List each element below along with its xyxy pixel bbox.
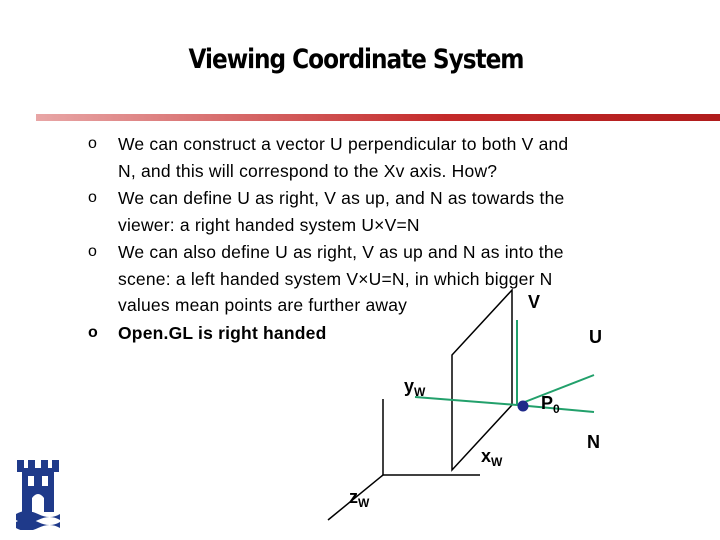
bullet-text-line: scene: a left handed system V×U=N, in which bigger N [118, 268, 553, 289]
slide-title: Viewing Coordinate System [188, 44, 524, 75]
bullet-text-line: We can construct a vector U perpendicular to both V and [118, 134, 569, 154]
bullet-marker: o [88, 243, 97, 260]
zw-label: $z_W$ [349, 487, 370, 510]
xw-label: $x_W$ [481, 446, 503, 469]
u-label: U [589, 327, 602, 347]
bullet-marker: o [88, 135, 97, 152]
university-logo [14, 458, 62, 530]
bullet-text-line: We can define U as right, V as up, and N as towards the [118, 188, 565, 208]
origin-point-p0 [518, 401, 529, 412]
v-label: V [528, 292, 541, 312]
bullet-text-line: N, and this will correspond to the Xv axis. How? [118, 160, 498, 181]
bullet-marker: o [88, 189, 97, 206]
bullet-text-line: We can also define U as right, V as up and N as into the [118, 242, 564, 262]
bullet-text-line: viewer: a right handed system U×V=N [118, 214, 420, 235]
p0-label: $P_0$ [541, 393, 560, 416]
viewing-direction-line [415, 397, 517, 405]
bullet-text-line: Open.GL is right handed [118, 322, 327, 343]
bullet-text-line: values mean points are further away [118, 295, 408, 315]
n-label: N [587, 432, 600, 452]
yw-label: $y_W$ [404, 376, 426, 399]
bullet-marker: o [88, 323, 98, 341]
view-plane [452, 290, 512, 470]
